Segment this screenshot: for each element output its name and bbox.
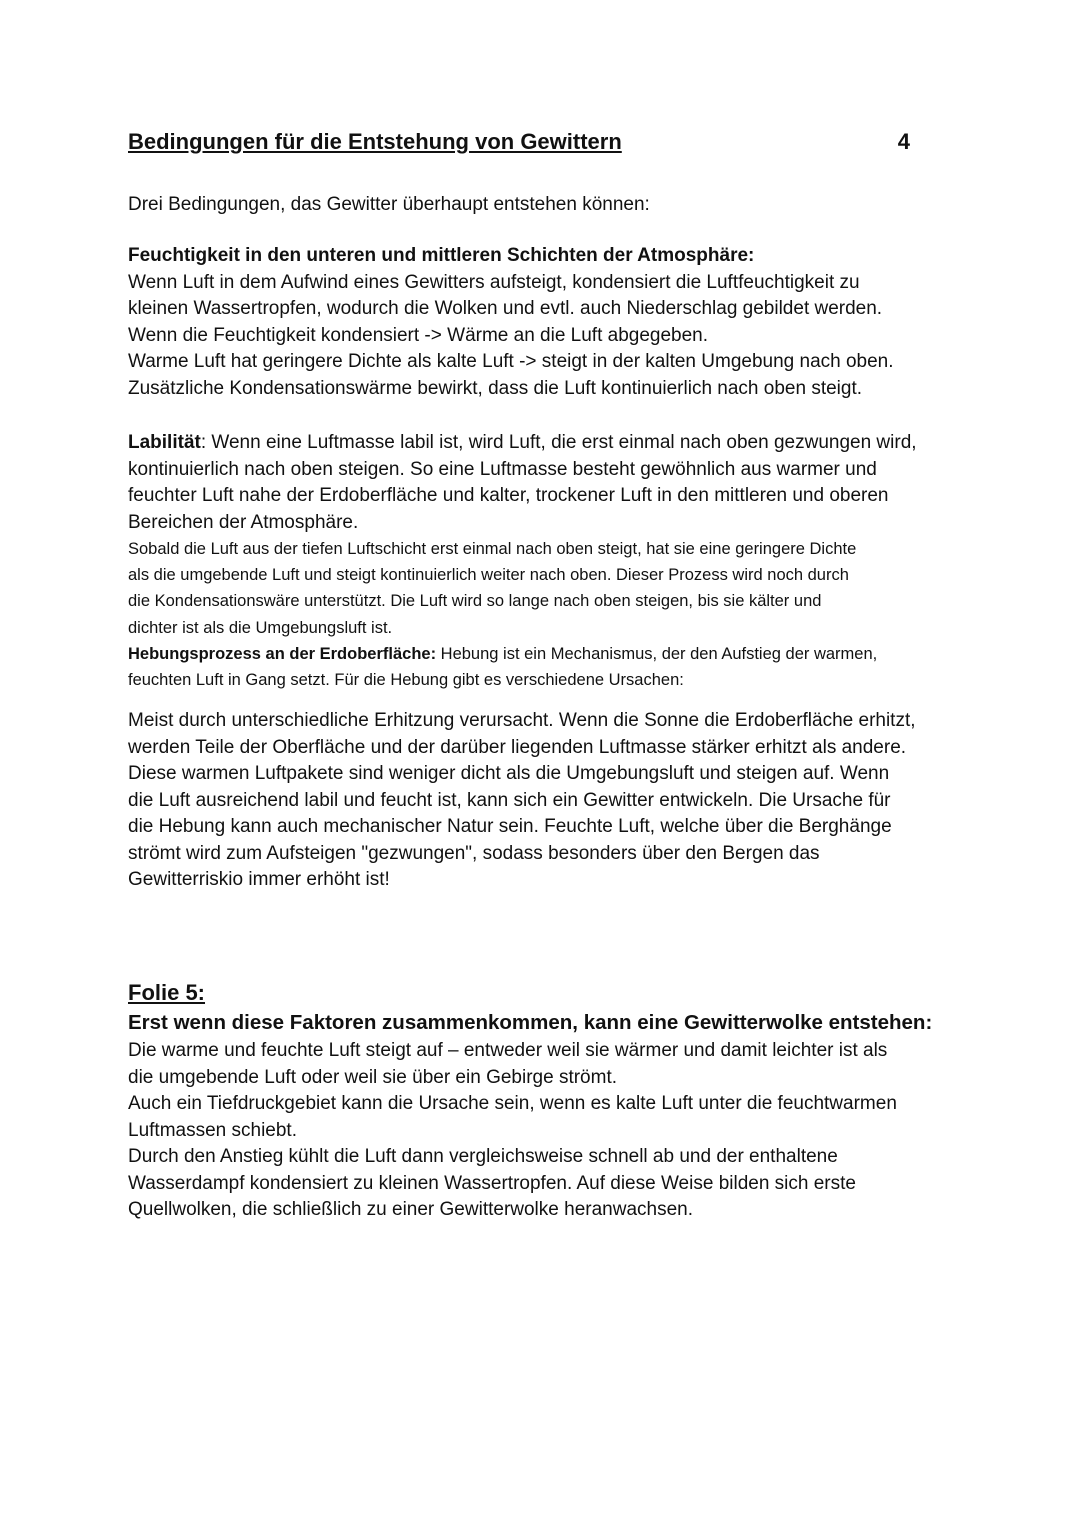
feuchtigkeit-line: Warme Luft hat geringere Dichte als kalte Luft -> steigt in der kalten Umgebung nach oben. — [128, 351, 894, 372]
labilitaet-line: kontinuierlich nach oben steigen. So eine Luftmasse besteht gewöhnlich aus warmer und — [128, 458, 877, 480]
folie5-heading: Folie 5: — [128, 980, 206, 1005]
folie5-line: Auch ein Tiefdruckgebiet kann die Ursache sein, wenn es kalte Luft unter die feuchtwarmen — [128, 1093, 897, 1114]
feuchtigkeit-line: Zusätzliche Kondensationswärme bewirkt, dass die Luft kontinuierlich nach oben steigt. — [128, 377, 863, 399]
intro-paragraph — [128, 192, 973, 219]
labilitaet-small-line: die Kondensationswäre unterstützt. Die Luft wird so lange nach oben steigen, bis sie kälter und — [128, 592, 822, 611]
hebung-small-line: feuchten Luft in Gang setzt. Für die Hebung gibt es verschiedene Ursachen: — [128, 671, 684, 690]
folie5-line: die umgebende Luft oder weil sie über ein Gebirge strömt. — [128, 1066, 617, 1088]
page-header — [128, 129, 912, 155]
labilitaet-section — [128, 430, 973, 693]
folie5-section — [128, 978, 973, 1224]
feuchtigkeit-section — [128, 243, 973, 402]
intro-text: Drei Bedingungen, das Gewitter überhaupt entstehen können: — [128, 194, 650, 215]
labilitaet-line: feuchter Luft nahe der Erdoberfläche und kalter, trockener Luft in den mittleren und oberen — [128, 485, 889, 506]
labilitaet-first-line-text: : Wenn eine Luftmasse labil ist, wird Luft, die erst einmal nach oben gezwungen wird, — [200, 432, 917, 453]
hebung-line: Meist durch unterschiedliche Erhitzung verursacht. Wenn die Sonne die Erdoberfläche erhitzt, — [128, 710, 916, 731]
labilitaet-small-line: Sobald die Luft aus der tiefen Luftschicht erst einmal nach oben steigt, hat sie eine geringere Dichte — [128, 540, 857, 558]
hebung-line: die Hebung kann auch mechanischer Natur sein. Feuchte Luft, welche über die Berghänge — [128, 816, 892, 837]
hebung-line: die Luft ausreichend labil und feucht ist, kann sich ein Gewitter entwickeln. Die Ursache für — [128, 789, 891, 811]
hebung-line: Gewitterriskio immer erhöht ist! — [128, 869, 390, 890]
hebung-paragraph — [128, 708, 973, 894]
labilitaet-small-line: als die umgebende Luft und steigt kontinuierlich weiter nach oben. Dieser Prozess wird noch durch — [128, 566, 849, 585]
feuchtigkeit-line: Wenn Luft in dem Aufwind eines Gewitters aufsteigt, kondensiert die Luftfeuchtigkeit zu — [128, 271, 860, 293]
folie5-line: Wasserdampf kondensiert zu kleinen Wassertropfen. Auf diese Weise bilden sich erste — [128, 1172, 856, 1194]
labilitaet-term: Labilität — [128, 432, 201, 453]
labilitaet-first-line — [128, 430, 973, 457]
folie5-subheading: Erst wenn diese Faktoren zusammenkommen, kann eine Gewitterwolke entstehen: — [128, 1011, 933, 1034]
hebung-first-line — [128, 641, 973, 667]
folie5-line: Quellwolken, die schließlich zu einer Gewitterwolke heranwachsen. — [128, 1199, 693, 1220]
hebung-term: Hebungsprozess an der Erdoberfläche: — [128, 644, 437, 663]
feuchtigkeit-heading: Feuchtigkeit in den unteren und mittleren Schichten der Atmosphäre: — [128, 245, 755, 266]
hebung-line: werden Teile der Oberfläche und der darüber liegenden Luftmasse stärker erhitzt als andere. — [128, 736, 907, 758]
folie5-line: Luftmassen schiebt. — [128, 1119, 297, 1141]
feuchtigkeit-line: Wenn die Feuchtigkeit kondensiert -> Wärme an die Luft abgegeben. — [128, 324, 709, 346]
labilitaet-line: Bereichen der Atmosphäre. — [128, 511, 359, 533]
page-title: Bedingungen für die Entstehung von Gewittern — [128, 129, 622, 154]
hebung-first-line-text: Hebung ist ein Mechanismus, der den Aufstieg der warmen, — [436, 644, 878, 663]
hebung-line: strömt wird zum Aufsteigen "gezwungen", sodass besonders über den Bergen das — [128, 842, 820, 864]
page-number: 4 — [897, 129, 910, 154]
labilitaet-small-line: dichter ist als die Umgebungsluft ist. — [128, 618, 393, 637]
folie5-line: Durch den Anstieg kühlt die Luft dann vergleichsweise schnell ab und der enthaltene — [128, 1146, 838, 1167]
hebung-line: Diese warmen Luftpakete sind weniger dicht als die Umgebungsluft und steigen auf. Wenn — [128, 763, 890, 784]
feuchtigkeit-line: kleinen Wassertropfen, wodurch die Wolken und evtl. auch Niederschlag gebildet werden. — [128, 298, 883, 319]
folie5-line: Die warme und feuchte Luft steigt auf – entweder weil sie wärmer und damit leichter ist als — [128, 1040, 888, 1061]
